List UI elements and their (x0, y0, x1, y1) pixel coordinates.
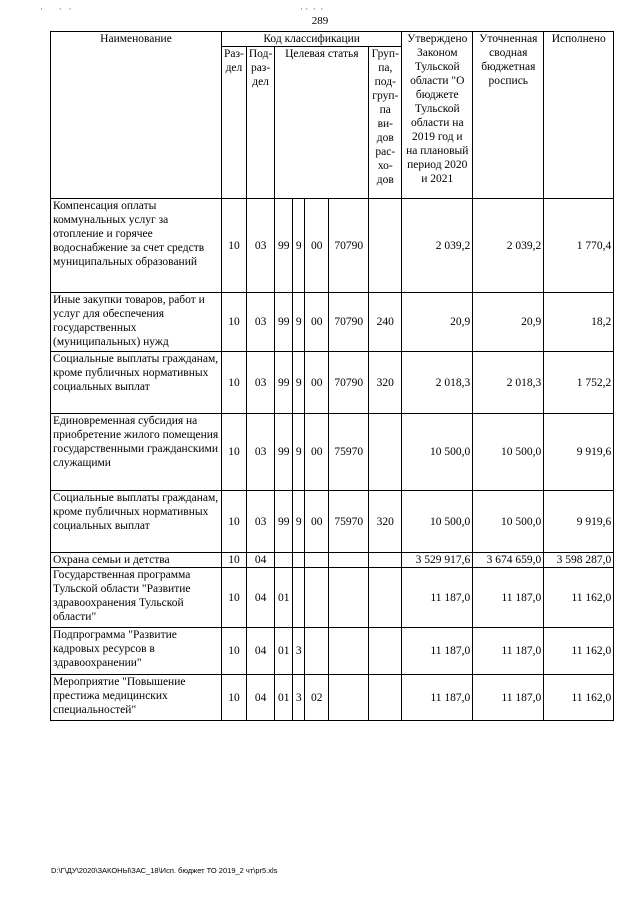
row-target-subprogram (293, 553, 305, 568)
header-expense-group: Груп- па, под- груп- па ви- дов рас- хо- дов (369, 47, 402, 199)
row-approved: 3 529 917,6 (402, 553, 473, 568)
row-executed: 1 770,4 (544, 199, 614, 293)
row-name: Иные закупки товаров, работ и услуг для обеспечения государственных (муниципальных) нужд (51, 293, 222, 352)
row-revised: 2 018,3 (473, 352, 544, 414)
row-subsection: 04 (246, 553, 274, 568)
row-name: Мероприятие "Повышение престижа медицинских специальностей" (51, 675, 222, 721)
row-target-program: 99 (275, 491, 293, 553)
row-target-subprogram: 9 (293, 293, 305, 352)
row-name: Государственная программа Тульской области "Развитие здравоохранения Тульской области" (51, 568, 222, 628)
row-target-event: 00 (305, 491, 329, 553)
row-approved: 11 187,0 (402, 675, 473, 721)
row-target-subprogram: 9 (293, 491, 305, 553)
row-target-direction: 70790 (329, 199, 369, 293)
row-target-direction (329, 568, 369, 628)
row-target-event: 00 (305, 414, 329, 491)
row-section: 10 (222, 293, 247, 352)
row-target-program (275, 553, 293, 568)
row-expense-group: 320 (369, 352, 402, 414)
row-target-event: 02 (305, 675, 329, 721)
row-target-subprogram: 3 (293, 675, 305, 721)
table-row (51, 553, 614, 568)
header-name: Наименование (51, 32, 222, 199)
row-section: 10 (222, 352, 247, 414)
row-subsection: 04 (246, 675, 274, 721)
row-target-event: 00 (305, 199, 329, 293)
row-name: Единовременная субсидия на приобретение жилого помещения государственными гражданскими служащими (51, 414, 222, 491)
table-row (51, 568, 614, 628)
row-section: 10 (222, 414, 247, 491)
row-target-event (305, 568, 329, 628)
row-section: 10 (222, 568, 247, 628)
row-section: 10 (222, 553, 247, 568)
table-row (51, 414, 614, 491)
row-approved: 10 500,0 (402, 414, 473, 491)
row-revised: 3 674 659,0 (473, 553, 544, 568)
header-section: Раз- дел (222, 47, 247, 199)
row-executed: 11 162,0 (544, 568, 614, 628)
header-subsection: Под- раз- дел (246, 47, 274, 199)
row-expense-group: 320 (369, 491, 402, 553)
row-target-direction: 75970 (329, 491, 369, 553)
row-target-subprogram: 9 (293, 414, 305, 491)
row-executed: 11 162,0 (544, 675, 614, 721)
row-expense-group (369, 414, 402, 491)
row-approved: 11 187,0 (402, 628, 473, 675)
row-subsection: 03 (246, 491, 274, 553)
row-revised: 11 187,0 (473, 568, 544, 628)
row-target-direction: 70790 (329, 293, 369, 352)
row-target-program: 99 (275, 352, 293, 414)
row-subsection: 03 (246, 352, 274, 414)
row-approved: 2 018,3 (402, 352, 473, 414)
row-revised: 11 187,0 (473, 628, 544, 675)
table-row (51, 352, 614, 414)
row-target-direction (329, 628, 369, 675)
row-target-direction (329, 553, 369, 568)
row-executed: 1 752,2 (544, 352, 614, 414)
row-revised: 20,9 (473, 293, 544, 352)
row-target-direction (329, 675, 369, 721)
scan-artifact: · · · (40, 4, 72, 14)
row-target-program: 99 (275, 414, 293, 491)
row-name: Компенсация оплаты коммунальных услуг за отопление и горячее водоснабжение за счет средств муниципальных образований (51, 199, 222, 293)
row-subsection: 03 (246, 293, 274, 352)
row-approved: 10 500,0 (402, 491, 473, 553)
header-executed: Исполнено (544, 32, 614, 199)
row-revised: 11 187,0 (473, 675, 544, 721)
row-target-program: 01 (275, 628, 293, 675)
row-executed: 9 919,6 (544, 491, 614, 553)
header-target-article: Целевая статья (275, 47, 369, 199)
row-expense-group (369, 199, 402, 293)
row-name: Социальные выплаты гражданам, кроме публичных нормативных социальных выплат (51, 491, 222, 553)
row-section: 10 (222, 199, 247, 293)
table-row (51, 491, 614, 553)
row-target-event (305, 628, 329, 675)
row-expense-group (369, 675, 402, 721)
file-path-footer: D:\Г\ДУ\2020\ЗАКОНЫ\ЗАС_18\Исп. бюджет ТО 2019_2 чт\pr5.xls (51, 866, 278, 875)
row-revised: 10 500,0 (473, 414, 544, 491)
table-row (51, 675, 614, 721)
row-target-subprogram: 3 (293, 628, 305, 675)
table-row (51, 199, 614, 293)
page-number: 289 (311, 15, 329, 27)
row-section: 10 (222, 491, 247, 553)
header-approved: Утверждено Законом Тульской области "О бюджете Тульской области на 2019 год и на плановый период 2020 и 2021 (402, 32, 473, 199)
row-executed: 9 919,6 (544, 414, 614, 491)
scan-artifact: · · · · (300, 4, 324, 14)
header-revised: Уточненная сводная бюджетная роспись (473, 32, 544, 199)
row-target-event: 00 (305, 352, 329, 414)
row-approved: 11 187,0 (402, 568, 473, 628)
row-target-event (305, 553, 329, 568)
row-target-subprogram (293, 568, 305, 628)
row-expense-group: 240 (369, 293, 402, 352)
row-section: 10 (222, 628, 247, 675)
row-expense-group (369, 568, 402, 628)
row-target-program: 01 (275, 568, 293, 628)
row-target-program: 99 (275, 293, 293, 352)
row-expense-group (369, 553, 402, 568)
budget-table (50, 31, 614, 721)
row-subsection: 04 (246, 568, 274, 628)
row-name: Охрана семьи и детства (51, 553, 222, 568)
row-expense-group (369, 628, 402, 675)
header-classification: Код классификации (222, 32, 402, 47)
row-name: Социальные выплаты гражданам, кроме публичных нормативных социальных выплат (51, 352, 222, 414)
row-target-event: 00 (305, 293, 329, 352)
table-row (51, 628, 614, 675)
row-executed: 18,2 (544, 293, 614, 352)
row-subsection: 03 (246, 414, 274, 491)
row-subsection: 04 (246, 628, 274, 675)
row-approved: 20,9 (402, 293, 473, 352)
row-executed: 11 162,0 (544, 628, 614, 675)
row-target-program: 01 (275, 675, 293, 721)
row-subsection: 03 (246, 199, 274, 293)
row-target-direction: 70790 (329, 352, 369, 414)
row-revised: 2 039,2 (473, 199, 544, 293)
row-approved: 2 039,2 (402, 199, 473, 293)
row-target-subprogram: 9 (293, 199, 305, 293)
table-row (51, 293, 614, 352)
row-target-program: 99 (275, 199, 293, 293)
row-target-direction: 75970 (329, 414, 369, 491)
row-name: Подпрограмма "Развитие кадровых ресурсов в здравоохранении" (51, 628, 222, 675)
row-executed: 3 598 287,0 (544, 553, 614, 568)
row-section: 10 (222, 675, 247, 721)
row-target-subprogram: 9 (293, 352, 305, 414)
row-revised: 10 500,0 (473, 491, 544, 553)
